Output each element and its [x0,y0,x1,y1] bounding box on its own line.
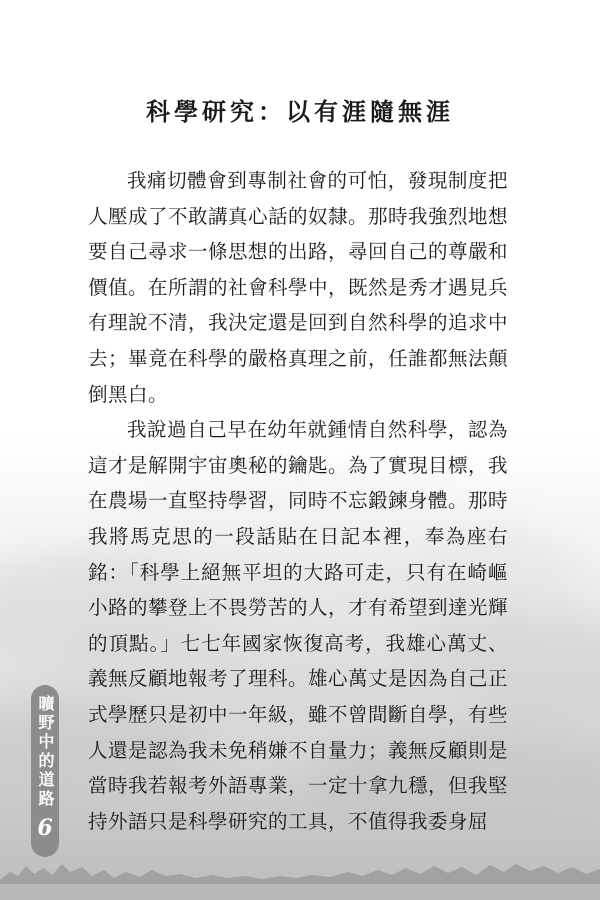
page-number: 6 [37,815,53,841]
paragraph: 我說過自己早在幼年就鍾情自然科學，認為這才是解開宇宙奧秘的鑰匙。為了實現目標，我在農場一直堅持學習，同時不忘鍛鍊身體。那時我將馬克思的一段話貼在日記本裡，奉為座右銘：「科學上絕無平坦的大路可走，只有在崎嶇小路的攀登上不畏勞苦的人，才有希望到達光輝的頂點。」七七年國家恢復高考，我雄心萬丈、義無反顧地報考了理科。雄心萬丈是因為自己正式學歷只是初中一年級，雖不曾間斷自學，有些人還是認為我未免稍嫌不自量力；義無反顧則是當時我若報考外語專業，一定十拿九穩，但我堅持外語只是科學研究的工具，不值得我委身屈 [88,418,509,833]
body-text [88,163,508,839]
book-title-vertical: 曠野中的道路 [36,695,55,809]
paragraph: 我痛切體會到專制社會的可怕，發現制度把人壓成了不敢講真心話的奴隸。那時我強烈地想要自己尋求一條思想的出路，尋回自己的尊嚴和價值。在所謂的社會科學中，既然是秀才遇見兵有理說不清，我決定還是回到自然科學的追求中去；畢竟在科學的嚴格真理之前，任誰都無法顛倒黑白。 [88,169,509,406]
page-title: 科學研究：以有涯隨無涯 [146,97,454,126]
side-tab [31,685,59,857]
